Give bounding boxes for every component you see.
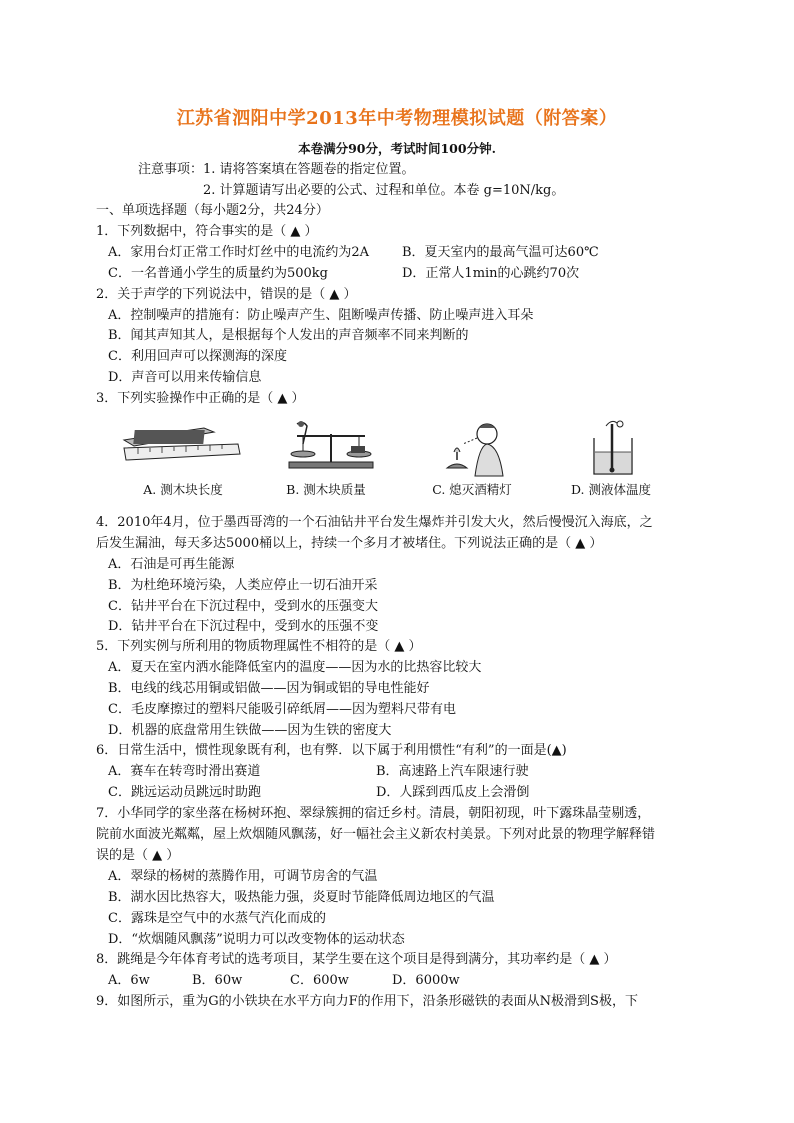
q1-option-b: B．夏天室内的最高气温可达60℃	[402, 245, 599, 260]
q1-option-d: D．正常人1min的心跳约70次	[402, 266, 580, 281]
q8-stem: 8．跳绳是今年体育考试的选考项目，某学生要在这个项目是得到满分，其功率约是（ ▲ ）	[96, 952, 617, 967]
q5-option-d: D．机器的底盘常用生铁做——因为生铁的密度大	[108, 723, 392, 738]
q4-option-c: C．钻井平台在下沉过程中，受到水的压强变大	[108, 599, 378, 614]
caption-c: C. 熄灭酒精灯	[432, 482, 512, 497]
page-subtitle: 本卷满分90分，考试时间100分钟.	[298, 141, 496, 156]
q3-stem: 3．下列实验操作中正确的是（ ▲ ）	[96, 391, 305, 406]
caption-a: A. 测木块长度	[143, 482, 223, 497]
q6-option-a: A．赛车在转弯时滑出赛道	[108, 764, 261, 779]
q2-option-b: B．闻其声知其人，是根据每个人发出的声音频率不同来判断的	[108, 328, 469, 343]
q5-option-b: B．电线的线芯用铜或铝做——因为铜或铝的导电性能好	[108, 681, 430, 696]
q8-option-b: B．60w	[192, 973, 243, 988]
q7-option-a: A．翠绿的杨树的蒸腾作用，可调节房舍的气温	[108, 869, 378, 884]
q4-option-b: B．为杜绝环境污染，人类应停止一切石油开采	[108, 578, 378, 593]
q7-option-c: C．露珠是空气中的水蒸气汽化而成的	[108, 911, 326, 926]
notes-line-1	[138, 160, 415, 180]
q6-option-b: B．高速路上汽车限速行驶	[376, 764, 529, 779]
q7-stem-line2: 院前水面波光粼粼，屋上炊烟随风飘荡，好一幅社会主义新农村美景。下列对此景的物理学解释错	[96, 827, 656, 842]
q6-option-c: C．跳远运动员跳远时助跑	[108, 785, 261, 800]
caption-d: D. 测液体温度	[570, 482, 652, 497]
q5-stem: 5．下列实例与所利用的物质物理属性不相符的是（ ▲ ）	[96, 639, 422, 654]
q4-option-a: A．石油是可再生能源	[108, 557, 235, 572]
q8-option-c: C．600w	[290, 973, 349, 988]
q2-option-c: C．利用回声可以探测海的深度	[108, 349, 287, 364]
q4-stem-line1: 4．2010年4月，位于墨西哥湾的一个石油钻井平台发生爆炸并引发大火，然后慢慢沉入海底，之	[96, 515, 653, 530]
q7-option-d: D．“炊烟随风飘荡”说明力可以改变物体的运动状态	[108, 932, 405, 947]
q8-option-a: A．6w	[108, 973, 150, 988]
ruler-wood-block-icon	[118, 418, 248, 478]
q2-option-a: A．控制噪声的措施有：防止噪声产生、阻断噪声传播、防止噪声进入耳朵	[108, 308, 534, 323]
blow-out-lamp-icon	[407, 418, 537, 478]
figure-a	[118, 418, 248, 502]
note-2: 2. 计算题请写出必要的公式、过程和单位。本卷 g=10N/kg。	[203, 183, 565, 198]
note-1: 1. 请将答案填在答题卷的指定位置。	[203, 162, 415, 177]
q4-stem-line2: 后发生漏油，每天多达5000桶以上，持续一个多月才被堵住。下列说法正确的是（ ▲ ）	[96, 536, 603, 551]
notes-label: 注意事项：	[138, 162, 204, 177]
q5-option-c: C．毛皮摩擦过的塑料尺能吸引碎纸屑——因为塑料尺带有电	[108, 702, 456, 717]
q1-stem: 1．下列数据中，符合事实的是（ ▲ ）	[96, 224, 318, 239]
q7-option-b: B．湖水因比热容大，吸热能力强，炎夏时节能降低周边地区的气温	[108, 890, 495, 905]
thermometer-beaker-icon	[546, 418, 676, 478]
figure-c	[407, 418, 537, 502]
q9-stem: 9．如图所示，重为G的小铁块在水平方向力F的作用下，沿条形磁铁的表面从N极滑到S极，下	[96, 994, 638, 1009]
q6-stem: 6．日常生活中，惯性现象既有利，也有弊．以下属于利用惯性“有利”的一面是(▲)	[96, 743, 567, 758]
q7-stem-line3: 误的是（ ▲ ）	[96, 848, 180, 863]
q4-option-d: D．钻井平台在下沉过程中，受到水的压强不变	[108, 619, 379, 634]
q2-stem: 2．关于声学的下列说法中，错误的是（ ▲ ）	[96, 287, 357, 302]
q2-option-d: D．声音可以用来传输信息	[108, 370, 262, 385]
q8-option-d: D．6000w	[392, 973, 460, 988]
q1-option-a: A．家用台灯正常工作时灯丝中的电流约为2A	[108, 245, 370, 260]
caption-b: B. 测木块质量	[286, 482, 366, 497]
q1-option-c: C．一名普通小学生的质量约为500kg	[108, 266, 328, 281]
q3-figures	[118, 418, 678, 502]
q6-option-d: D．人踩到西瓜皮上会滑倒	[376, 785, 530, 800]
figure-d	[546, 418, 676, 502]
figure-b	[261, 418, 391, 502]
q7-stem-line1: 7．小华同学的家坐落在杨树环抱、翠绿簇拥的宿迁乡村。清晨，朝阳初现，叶下露珠晶莹剔透，	[96, 806, 651, 821]
q5-option-a: A．夏天在室内洒水能降低室内的温度——因为水的比热容比较大	[108, 660, 482, 675]
balance-scale-icon	[261, 418, 391, 478]
section-heading: 一、单项选择题（每小题2分，共24分）	[96, 203, 329, 218]
page-title: 江苏省泗阳中学2013年中考物理模拟试题（附答案）	[176, 108, 618, 129]
